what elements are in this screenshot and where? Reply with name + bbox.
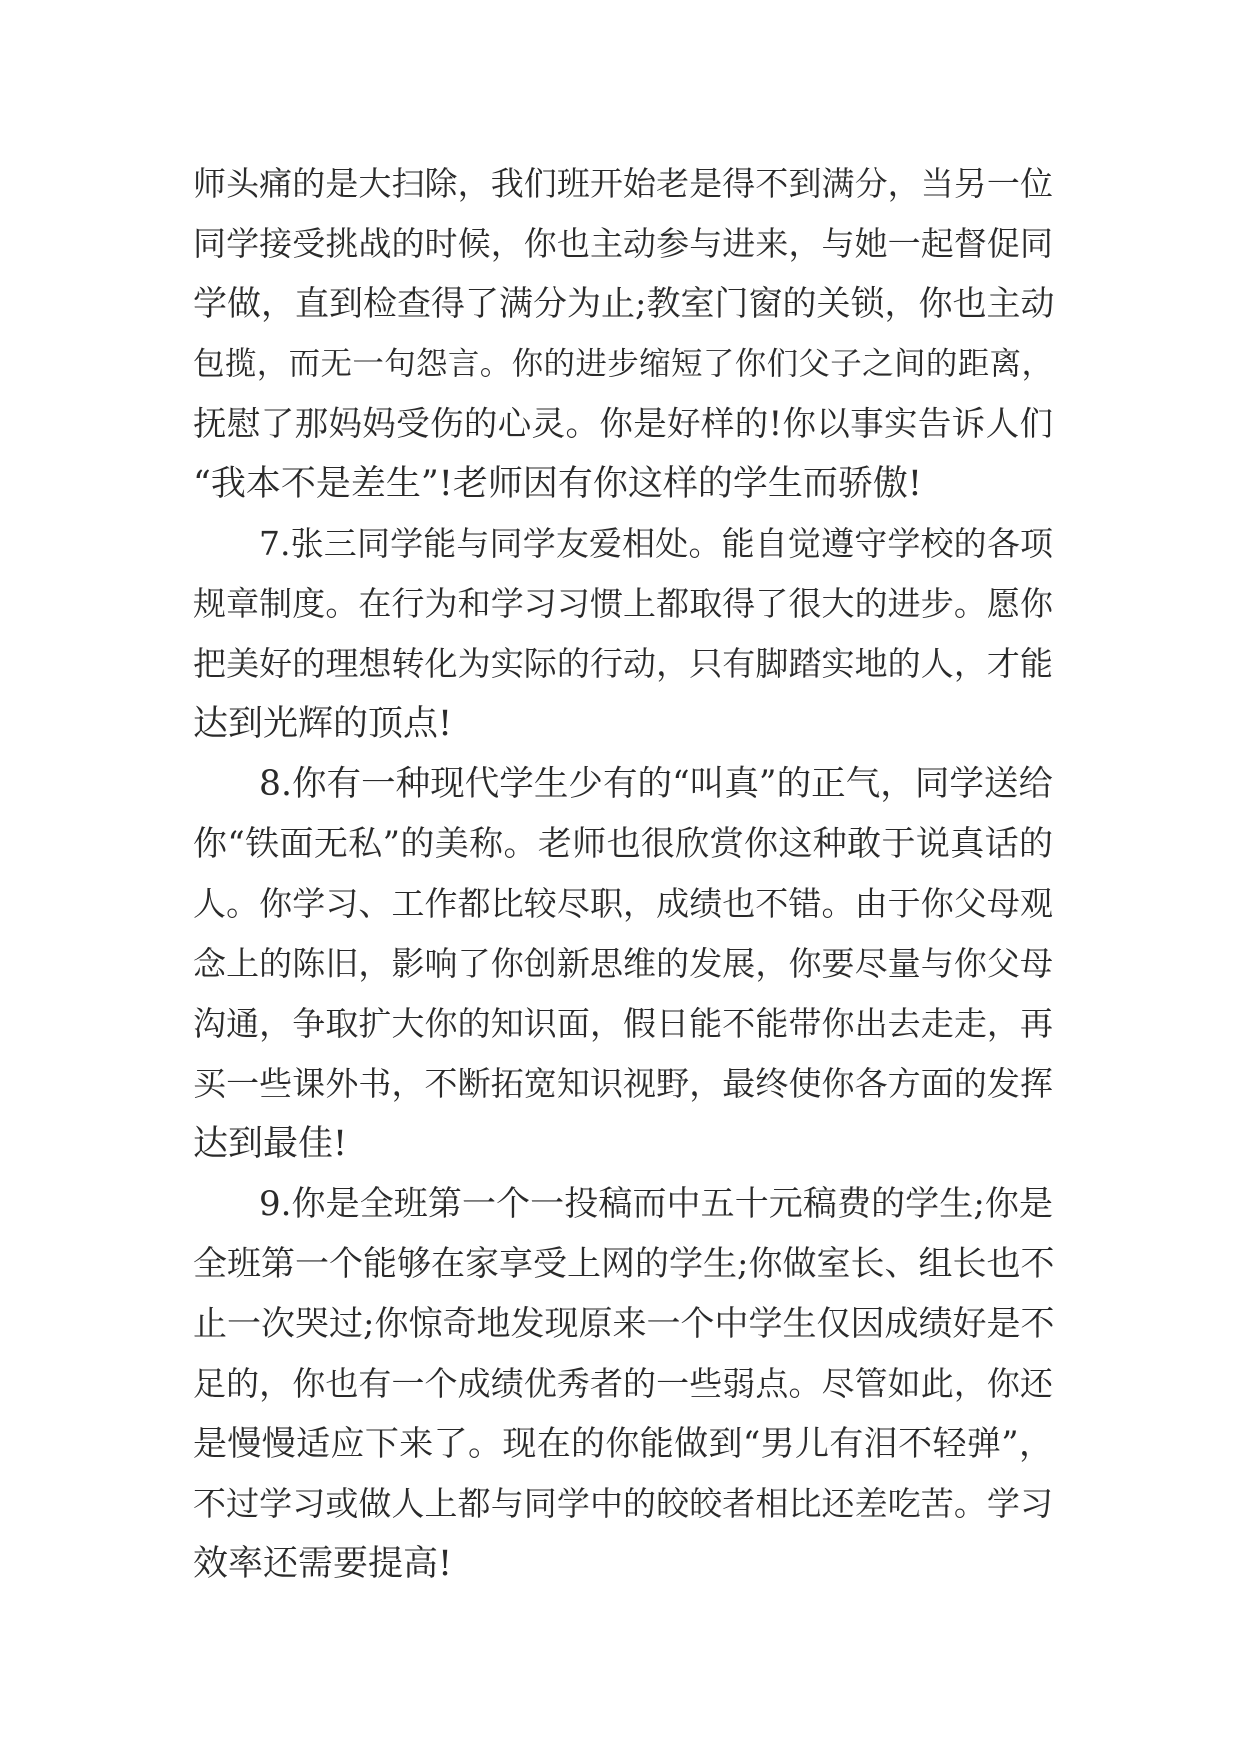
text-line: 沟通，争取扩大你的知识面，假日能不能带你出去走走，再 — [193, 1004, 1053, 1043]
text-line: 是慢慢适应下来了。现在的你能做到“男儿有泪不轻弹”， — [193, 1424, 1053, 1464]
text-line: 念上的陈旧，影响了你创新思维的发展，你要尽量与你父母 — [193, 944, 1053, 983]
text-line: “我本不是差生”!老师因有你这样的学生而骄傲! — [193, 464, 922, 504]
text-line: 买一些课外书，不断拓宽知识视野，最终使你各方面的发挥 — [193, 1064, 1053, 1103]
document-body — [193, 154, 1053, 1594]
text-line: 学做，直到检查得了满分为止;教室门窗的关锁，你也主动 — [193, 284, 1055, 324]
text-line: 止一次哭过;你惊奇地发现原来一个中学生仅因成绩好是不 — [193, 1304, 1055, 1344]
text-line: 8.你有一种现代学生少有的“叫真”的正气，同学送给 — [259, 764, 1053, 804]
text-line: 不过学习或做人上都与同学中的皎皎者相比还差吃苦。学习 — [193, 1484, 1053, 1523]
text-line: 抚慰了那妈妈受伤的心灵。你是好样的!你以事实告诉人们 — [193, 404, 1053, 443]
text-line: 9.你是全班第一个一投稿而中五十元稿费的学生;你是 — [259, 1184, 1053, 1224]
text-line: 师头痛的是大扫除，我们班开始老是得不到满分，当另一位 — [193, 164, 1053, 203]
text-line: 全班第一个能够在家享受上网的学生;你做室长、组长也不 — [193, 1244, 1055, 1284]
text-line: 7.张三同学能与同学友爱相处。能自觉遵守学校的各项 — [259, 524, 1053, 563]
text-line: 达到光辉的顶点! — [193, 704, 453, 744]
text-line: 足的，你也有一个成绩优秀者的一些弱点。尽管如此，你还 — [193, 1364, 1053, 1403]
text-line: 同学接受挑战的时候，你也主动参与进来，与她一起督促同 — [193, 224, 1053, 263]
text-line: 包揽，而无一句怨言。你的进步缩短了你们父子之间的距离， — [193, 346, 1053, 382]
text-line: 达到最佳! — [193, 1124, 348, 1164]
text-line: 效率还需要提高! — [193, 1544, 453, 1584]
text-line: 人。你学习、工作都比较尽职，成绩也不错。由于你父母观 — [193, 884, 1053, 923]
text-line: 你“铁面无私”的美称。老师也很欣赏你这种敢于说真话的 — [193, 824, 1053, 864]
text-line: 规章制度。在行为和学习习惯上都取得了很大的进步。愿你 — [193, 584, 1053, 623]
text-line: 把美好的理想转化为实际的行动，只有脚踏实地的人，才能 — [193, 644, 1053, 683]
